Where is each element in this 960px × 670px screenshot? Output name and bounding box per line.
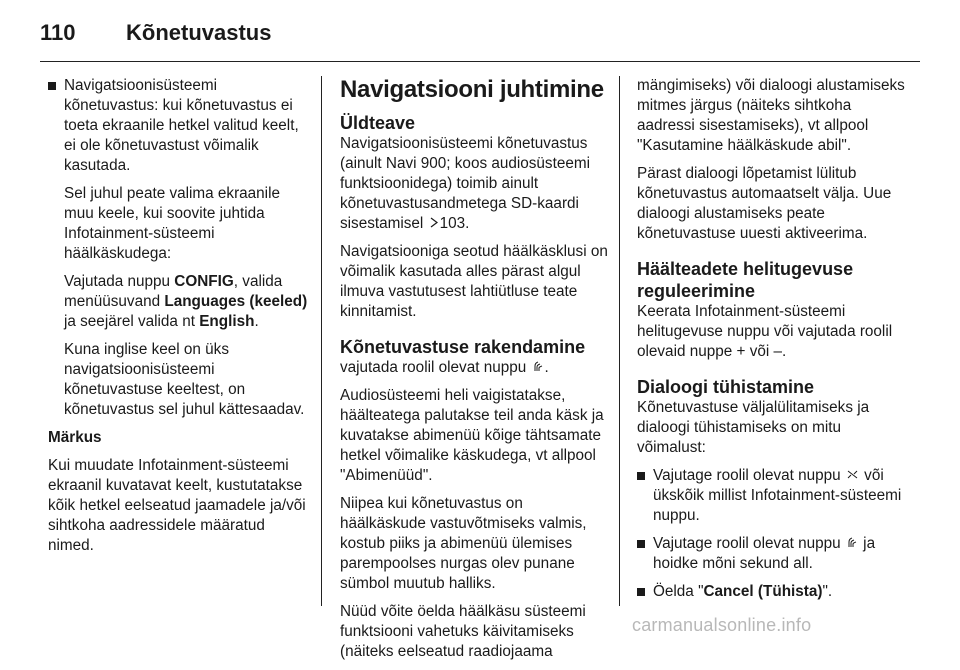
column-1 [48,76,310,564]
paragraph: Navigatsiooniga seotud häälkäsklusi on võimalik kasutada alles pärast algul ilmuva vastutusest lahtiütluse teate kinnitamist. [340,243,608,320]
paragraph: Audiosüsteemi heli vaigistatakse, häälteatega palutakse teil anda käsk ja kuvatakse abimenüü kõige tähtsamate hetkel võimalike käskudega, vt allpool "Abimenüüd". [340,387,604,484]
ref-arrow-icon [430,214,438,234]
column-divider [619,76,620,606]
bullet-text: Navigatsioonisüsteemi kõnetuvastus: kui kõnetuvastus ei toeta ekraanile hetkel valitud keelt, ei ole kõnetuvastust võimalik kasutada. [64,77,299,174]
subsection-heading: Häälteadete helitugevuse reguleerimine [637,259,854,301]
paragraph: Niipea kui kõnetuvastus on häälkäskude vastuvõtmiseks valmis, kostub piiks ja abimenüü ülemises parempoolses nurgas olev punane sümbol muutub halliks. [340,495,587,592]
paragraph: Kõnetuvastuse väljalülitamiseks ja dialoogi tühistamiseks on mitu võimalust: [637,399,870,456]
bullet-square-icon [637,472,645,480]
page-title: Kõnetuvastus [126,20,272,45]
bullet-square-icon [637,540,645,548]
paragraph: Nüüd võite öelda häälkäsu süsteemi funktsiooni vahetuks käivitamiseks (näiteks eelseatud raadiojaama [340,603,586,660]
paragraph-instructions: Vajutada nuppu CONFIG, valida menüüsuvand Languages (keeled) ja seejärel valida nt English. [64,273,308,330]
subsection-heading: Kõnetuvastuse rakendamine [340,337,586,357]
subsection-heading: Dialoogi tühistamine [637,377,815,397]
page-header [40,12,920,52]
phone-hangup-icon [847,466,858,486]
page-number: 110 [40,20,76,45]
note-heading: Märkus [48,429,102,446]
column-2 [340,76,610,670]
column-3 [637,76,912,610]
voice-control-icon [533,358,543,378]
column-divider [321,76,322,606]
paragraph: Navigatsioonisüsteemi kõnetuvastus (ainult Navi 900; koos audiosüsteemi funktsioonidega) toimib ainult kõnetuvastusandmetega SD-kaardi sisestamisel 103. [340,135,590,232]
bullet-item: Vajutage roolil olevat nuppu ja hoidke mõni sekund all. [637,534,912,574]
bullet-item [48,76,310,428]
section-heading: Navigatsiooni juhtimine [340,76,604,103]
paragraph: vajutada roolil olevat nuppu . [340,359,549,376]
paragraph: Pärast dialoogi lõpetamist lülitub kõnetuvastus automaatselt välja. Uue dialoogi alustamiseks peate kõnetuvastuse uuesti aktiveerima. [637,165,892,242]
paragraph: Sel juhul peate valima ekraanile muu keele, kui soovite juhtida Infotainment-süsteemi häälkäskudega: [64,185,280,262]
paragraph: mängimiseks) või dialoogi alustamiseks mitmes järgus (näiteks sihtkoha aadressi sisestamiseks), vt allpool "Kasutamine häälkäskude abil". [637,77,905,154]
watermark: carmanualsonline.info [632,615,812,635]
bullet-item: Vajutage roolil olevat nuppu või ükskõik millist Infotainment-süsteemi nuppu. [637,466,912,526]
bullet-square-icon [48,82,56,90]
bullet-item: Öelda "Cancel (Tühista)". [637,582,912,602]
subsection-heading: Üldteave [340,113,416,133]
voice-control-icon [847,534,857,554]
bullet-square-icon [637,588,645,596]
header-rule [40,61,920,62]
paragraph: Keerata Infotainment-süsteemi helitugevuse nuppu või vajutada roolil olevaid nuppe + või –. [637,303,893,360]
note-text: Kui muudate Infotainment-süsteemi ekraanil kuvatavat keelt, kustutatakse kõik hetkel eelseatud jaamadele ja/või sihtkoha aadressidele määratud nimed. [48,457,306,554]
paragraph: Kuna inglise keel on üks navigatsioonisüsteemi kõnetuvastuse keeltest, on kõnetuvastus sel juhul kättesaadav. [64,341,305,418]
